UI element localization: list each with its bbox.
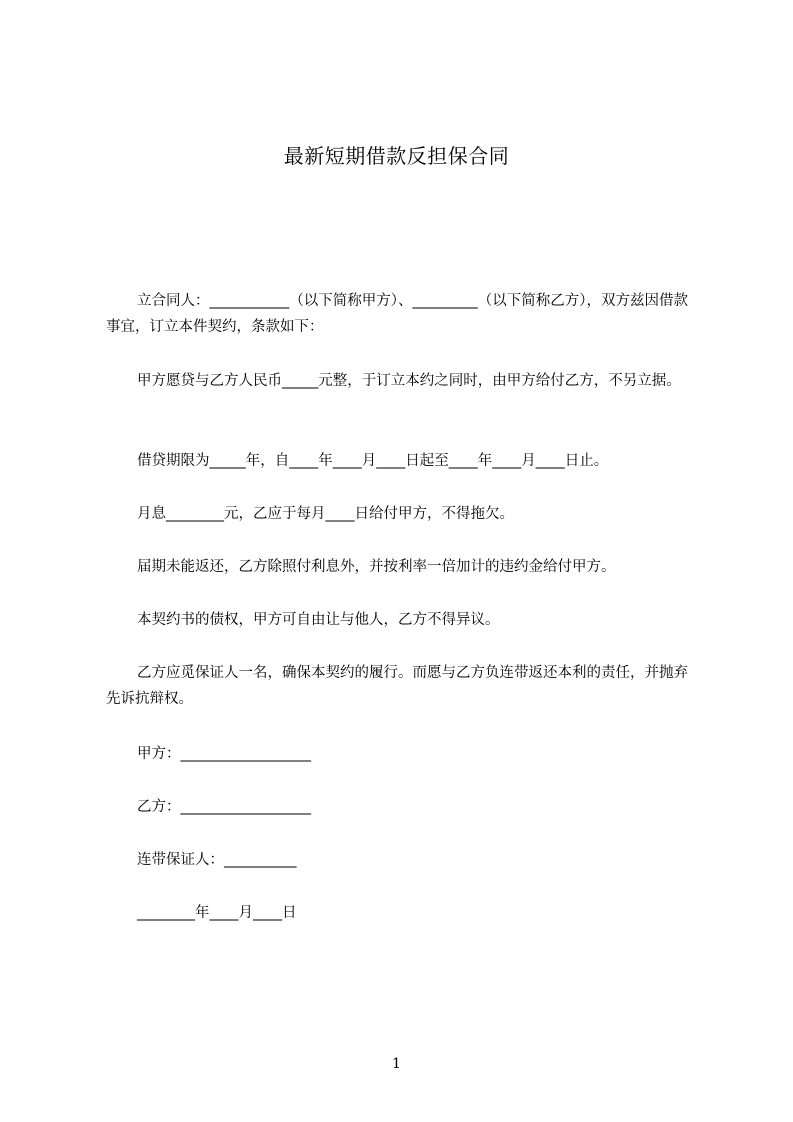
clause-parties xyxy=(106,288,694,340)
signature-party-a: 甲方：__________________ xyxy=(137,746,311,762)
signature-date: ________年____月____日 xyxy=(137,905,297,921)
clause-loan-amount xyxy=(106,368,694,394)
clause-guarantor-text: 乙方应觅保证人一名，确保本契约的履行。而愿与乙方负连带返还本利的责任，并抛弃先诉抗辩权。 xyxy=(106,665,688,707)
clause-default: 届期未能返还，乙方除照付利息外，并按利率一倍加计的违约金给付甲方。 xyxy=(137,559,616,575)
clause-loan-term: 借贷期限为_____年，自____年____月____日起至____年____月____日止。 xyxy=(137,453,609,469)
document-title: 最新短期借款反担保合同 xyxy=(283,144,510,168)
clause-transfer: 本契约书的债权，甲方可自由让与他人，乙方不得异议。 xyxy=(137,612,500,628)
clause-parties-text: 立合同人：___________（以下简称甲方）、_________（以下简称乙方），双方兹因借款事宜，订立本件契约，条款如下： xyxy=(106,293,688,335)
clause-guarantor xyxy=(106,660,694,712)
clause-loan-amount-text: 甲方愿贷与乙方人民币_____元整，于订立本约之同时，由甲方给付乙方，不另立据。 xyxy=(137,373,681,389)
signature-joint-guarantor: 连带保证人：__________ xyxy=(137,852,297,868)
page-number: 1 xyxy=(392,1056,401,1072)
clause-interest: 月息________元，乙应于每月____日给付甲方，不得拖欠。 xyxy=(137,506,514,522)
signature-party-b: 乙方：__________________ xyxy=(137,799,311,815)
